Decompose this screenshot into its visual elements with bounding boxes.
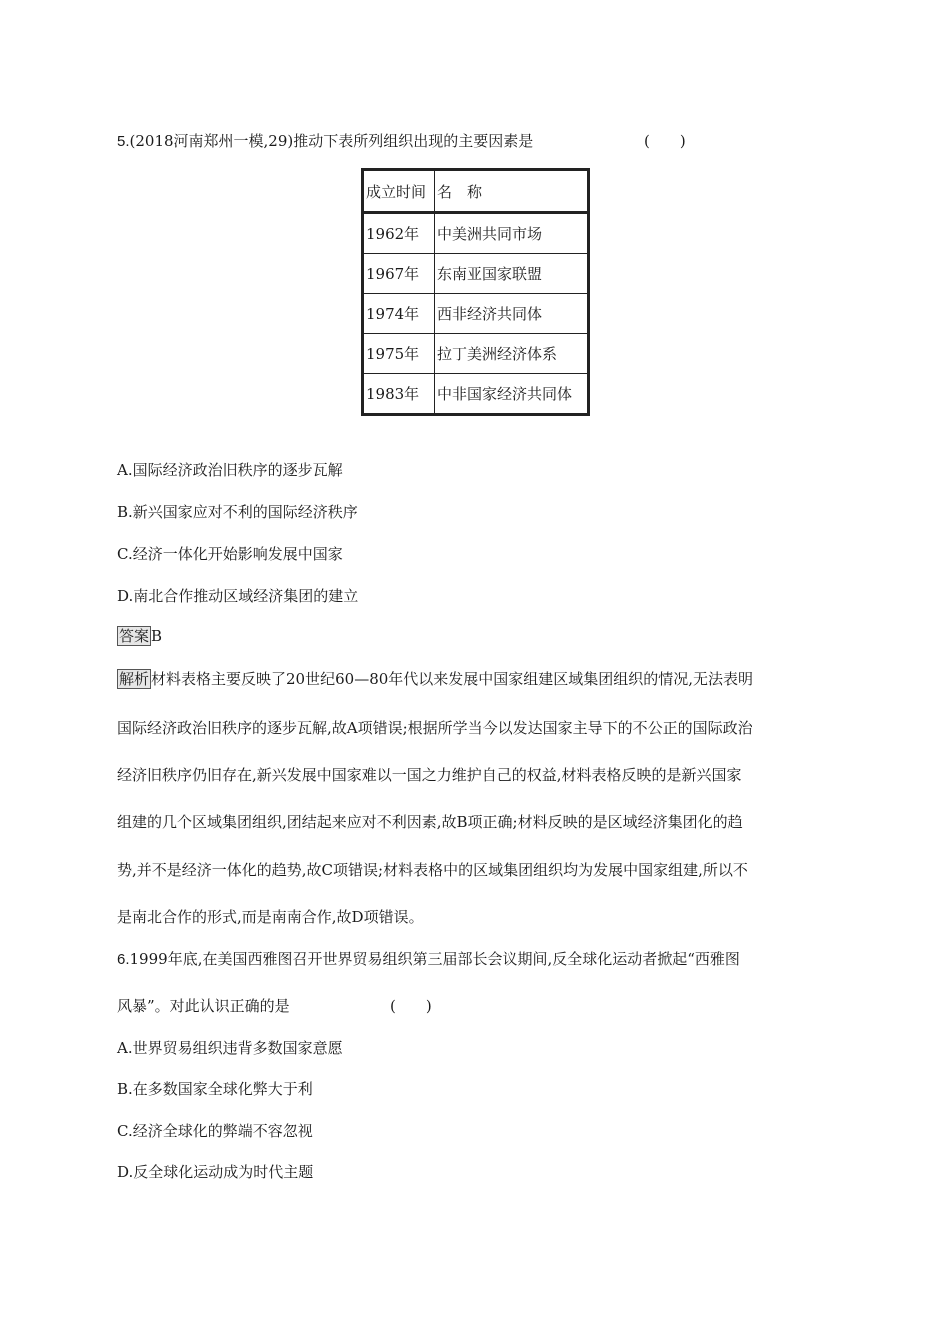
- table-header-row: [363, 170, 589, 213]
- table-cell-name: 拉丁美洲经济体系: [435, 334, 589, 374]
- option-d: D.反全球化运动成为时代主题: [117, 1163, 314, 1181]
- question-number: 6.: [117, 951, 130, 968]
- table-cell-name: 中非国家经济共同体: [435, 374, 589, 415]
- option-c: C.经济一体化开始影响发展中国家: [117, 545, 343, 563]
- organizations-table: [361, 168, 590, 416]
- option-d: D.南北合作推动区域经济集团的建立: [117, 587, 359, 605]
- option-c: C.经济全球化的弊端不容忽视: [117, 1122, 313, 1140]
- option-b: B.新兴国家应对不利的国际经济秩序: [117, 503, 358, 521]
- question-text: (2018河南郑州一模,29)推动下表所列组织出现的主要因素是: [129, 132, 534, 150]
- question-5-stem: [117, 131, 533, 152]
- table-cell-year: 1983年: [363, 374, 435, 415]
- table-cell-year: 1967年: [363, 254, 435, 294]
- table-cell-name: 东南亚国家联盟: [435, 254, 589, 294]
- answer-blank: ( ): [644, 132, 686, 150]
- table-cell-year: 1974年: [363, 294, 435, 334]
- table-row: [363, 213, 589, 254]
- table-row: [363, 254, 589, 294]
- question-6-stem: [117, 949, 740, 970]
- table-row: [363, 294, 589, 334]
- answer-line: [117, 626, 162, 646]
- answer-label: 答案: [119, 627, 150, 645]
- table-cell-year: 1975年: [363, 334, 435, 374]
- table-header-cell: 成立时间: [363, 170, 435, 213]
- table-cell-name: 西非经济共同体: [435, 294, 589, 334]
- question-6-stem-continued: 风暴”。对此认识正确的是: [117, 997, 290, 1015]
- question-text: 1999年底,在美国西雅图召开世界贸易组织第三届部长会议期间,反全球化运动者掀起“西雅图: [129, 950, 740, 968]
- table-row: [363, 374, 589, 415]
- table-cell-name: 中美洲共同市场: [435, 213, 589, 254]
- answer-blank: ( ): [390, 997, 432, 1015]
- analysis-line: 国际经济政治旧秩序的逐步瓦解,故A项错误;根据所学当今以发达国家主导下的不公正的国际政治: [117, 719, 753, 737]
- analysis-line: [117, 669, 753, 689]
- answer-value: B: [151, 627, 163, 645]
- analysis-line: 组建的几个区域集团组织,团结起来应对不利因素,故B项正确;材料反映的是区域经济集团化的趋: [117, 813, 743, 831]
- analysis-line: 是南北合作的形式,而是南南合作,故D项错误。: [117, 908, 424, 926]
- table-cell-year: 1962年: [363, 213, 435, 254]
- option-a: A.国际经济政治旧秩序的逐步瓦解: [117, 461, 343, 479]
- analysis-line: 经济旧秩序仍旧存在,新兴发展中国家难以一国之力维护自己的权益,材料表格反映的是新兴国家: [117, 766, 742, 784]
- analysis-line: 势,并不是经济一体化的趋势,故C项错误;材料表格中的区域集团组织均为发展中国家组建,所以不: [117, 861, 748, 879]
- table-row: [363, 334, 589, 374]
- analysis-label: 解析: [119, 670, 150, 688]
- question-number: 5.: [117, 133, 130, 150]
- option-b: B.在多数国家全球化弊大于利: [117, 1080, 313, 1098]
- analysis-text: 材料表格主要反映了20世纪60—80年代以来发展中国家组建区域集团组织的情况,无法表明: [151, 670, 754, 688]
- option-a: A.世界贸易组织违背多数国家意愿: [117, 1039, 343, 1057]
- table-header-cell: 名 称: [435, 170, 589, 213]
